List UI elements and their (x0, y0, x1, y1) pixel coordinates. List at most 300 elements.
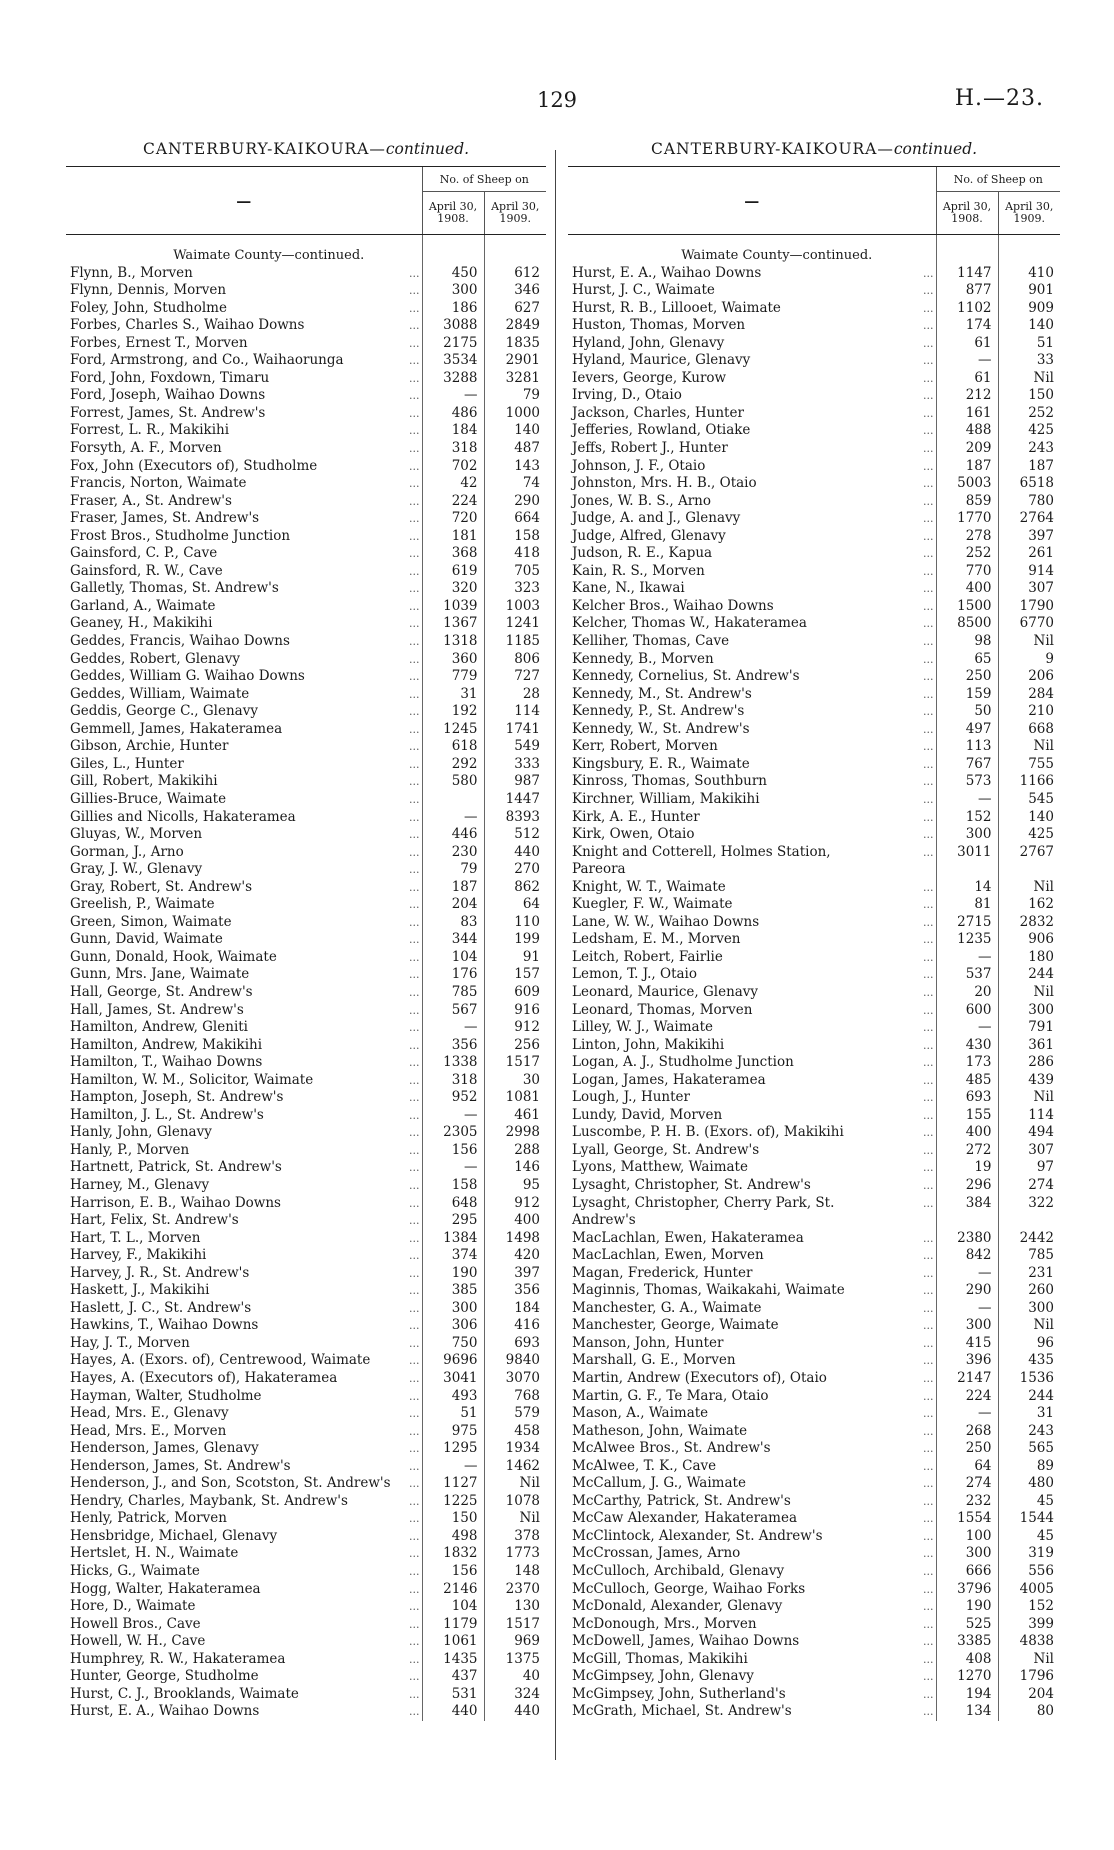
owner-name: Galletly, Thomas, St. Andrew's (70, 580, 279, 597)
table-row (66, 861, 546, 879)
sheep-count-1908: 415 (936, 1335, 998, 1353)
owner-name: Greelish, P., Waimate (70, 896, 215, 913)
sheep-count-1908 (936, 861, 998, 879)
owner-name: Johnston, Mrs. H. B., Otaio (572, 475, 757, 492)
leader-dots: ... (409, 1108, 420, 1122)
sheep-count-1908: 292 (422, 756, 484, 774)
owner-name: Hall, James, St. Andrew's (70, 1001, 244, 1018)
leader-dots: ... (923, 915, 934, 929)
leader-dots: ... (409, 1372, 420, 1385)
sheep-count-1909: 410 (998, 265, 1060, 283)
sheep-count-1908: — (936, 1019, 998, 1037)
sheep-count-1908: 19 (936, 1159, 998, 1177)
owner-name: Lyall, George, St. Andrew's (572, 1141, 760, 1158)
sheep-count-1908: 1295 (422, 1440, 484, 1458)
sheep-count-1909: 307 (998, 580, 1060, 598)
table-row (66, 510, 546, 528)
sheep-count-1908: 3011 (936, 844, 998, 862)
leader-dots: ... (923, 1038, 934, 1052)
leader-dots: ... (923, 1161, 934, 1175)
owner-name: Kingsbury, E. R., Waimate (572, 755, 750, 772)
leader-dots: ... (923, 1512, 934, 1526)
owner-name: Kelliher, Thomas, Cave (572, 633, 730, 650)
owner-name: Matheson, John, Waimate (572, 1422, 748, 1439)
table-row (568, 1142, 1060, 1160)
sheep-count-1909: 512 (484, 826, 546, 844)
table-row (66, 773, 546, 791)
sheep-count-1909: 399 (998, 1616, 1060, 1634)
sheep-count-1909: 916 (484, 1002, 546, 1020)
sheep-count-1908: — (936, 352, 998, 370)
table-row (66, 633, 546, 651)
table-row (568, 721, 1060, 739)
leader-dots: ... (923, 424, 934, 438)
owner-name: Jeffs, Robert J., Hunter (572, 440, 728, 457)
right-name-header: — (568, 167, 936, 235)
sheep-count-1908: 274 (936, 1475, 998, 1493)
table-row (568, 1598, 1060, 1616)
sheep-count-1908: 702 (422, 458, 484, 476)
leader-dots: ... (923, 1126, 934, 1140)
sheep-count-1909: 487 (484, 440, 546, 458)
sheep-count-1909: 284 (998, 686, 1060, 704)
sheep-count-1908: 300 (422, 282, 484, 300)
leader-dots: ... (409, 1073, 420, 1087)
leader-dots: ... (923, 1056, 934, 1070)
owner-name: Garland, A., Waimate (70, 597, 216, 614)
owner-name: Logan, James, Hakateramea (572, 1071, 766, 1088)
table-row (66, 651, 546, 669)
leader-dots: ... (923, 319, 934, 333)
owner-name: Hamilton, J. L., St. Andrew's (70, 1106, 264, 1123)
sheep-count-1909: 323 (484, 580, 546, 598)
sheep-count-1908: 224 (422, 493, 484, 511)
sheep-count-1908: 859 (936, 493, 998, 511)
owner-name: Gunn, Mrs. Jane, Waimate (70, 966, 250, 983)
table-row (66, 738, 546, 756)
leader-dots: ... (923, 740, 934, 754)
sheep-count-1909: 458 (484, 1423, 546, 1441)
table-row (66, 931, 546, 949)
leader-dots: ... (923, 266, 934, 280)
sheep-count-1908: 212 (936, 387, 998, 405)
sheep-count-1909: 1773 (484, 1545, 546, 1563)
owner-name: Jefferies, Rowland, Otiake (572, 422, 751, 439)
sheep-count-1909: Nil (998, 370, 1060, 388)
sheep-count-1908: 344 (422, 931, 484, 949)
sheep-count-1908: 3041 (422, 1370, 484, 1388)
table-row (66, 949, 546, 967)
owner-name: Kinross, Thomas, Southburn (572, 773, 767, 790)
table-row (568, 458, 1060, 476)
leader-dots: ... (409, 757, 420, 771)
leader-dots: ... (409, 635, 420, 649)
sheep-count-1908: 1770 (936, 510, 998, 528)
sheep-count-1908: 720 (422, 510, 484, 528)
sheep-count-1909: 1796 (998, 1668, 1060, 1686)
sheep-count-1909: 1536 (998, 1370, 1060, 1388)
owner-name: Ford, John, Foxdown, Timaru (70, 369, 270, 386)
leader-dots: ... (409, 547, 420, 561)
sheep-count-1909: 130 (484, 1598, 546, 1616)
leader-dots: ... (923, 1670, 934, 1684)
sheep-count-1909: 89 (998, 1458, 1060, 1476)
owner-name: Manchester, George, Waimate (572, 1317, 779, 1334)
leader-dots: ... (409, 985, 420, 999)
sheep-count-1908: 300 (422, 1300, 484, 1318)
leader-dots: ... (923, 968, 934, 982)
owner-name: Forbes, Charles S., Waihao Downs (70, 317, 305, 334)
leader-dots: ... (923, 1108, 934, 1122)
sheep-count-1908: — (422, 1019, 484, 1037)
leader-dots: ... (923, 845, 934, 859)
sheep-count-1908: 98 (936, 633, 998, 651)
owner-name: Forsyth, A. F., Morven (70, 440, 222, 457)
left-title-continued: continued. (385, 140, 470, 158)
table-row (66, 914, 546, 932)
owner-name: Gibson, Archie, Hunter (70, 738, 229, 755)
owner-name: McGrath, Michael, St. Andrew's (572, 1703, 792, 1720)
owner-name: MacLachlan, Ewen, Hakateramea (572, 1229, 804, 1246)
sheep-count-1909: 64 (484, 896, 546, 914)
table-row (568, 773, 1060, 791)
owner-name: Knight and Cotterell, Holmes Station, (572, 843, 831, 860)
leader-dots: ... (923, 564, 934, 578)
sheep-count-1909: 435 (998, 1352, 1060, 1370)
owner-name: Lundy, David, Morven (572, 1106, 723, 1123)
owner-name: Hendry, Charles, Maybank, St. Andrew's (70, 1492, 348, 1509)
leader-dots: ... (409, 810, 420, 824)
owner-name: Pareora (572, 861, 626, 878)
left-column-title (66, 140, 546, 166)
owner-name: Hertslet, H. N., Waimate (70, 1545, 239, 1562)
owner-name: Fraser, A., St. Andrew's (70, 492, 232, 509)
sheep-count-1909: 439 (998, 1072, 1060, 1090)
owner-name: Knight, W. T., Waimate (572, 878, 726, 895)
sheep-count-1908: 156 (422, 1142, 484, 1160)
sheep-count-1909: 110 (484, 914, 546, 932)
leader-dots: ... (409, 1670, 420, 1684)
table-row (66, 580, 546, 598)
table-row (568, 703, 1060, 721)
owner-name: Lemon, T. J., Otaio (572, 966, 697, 983)
owner-name: Judge, A. and J., Glenavy (572, 510, 741, 527)
sheep-count-1909: 256 (484, 1037, 546, 1055)
leader-dots: ... (923, 494, 934, 508)
table-row (568, 1317, 1060, 1335)
table-row (66, 984, 546, 1002)
leader-dots: ... (923, 1442, 934, 1456)
leader-dots: ... (923, 1687, 934, 1701)
leader-dots: ... (923, 985, 934, 999)
sheep-count-1909: 780 (998, 493, 1060, 511)
table-row (66, 1616, 546, 1634)
sheep-count-1908: 250 (936, 1440, 998, 1458)
left-column (66, 140, 546, 1721)
sheep-count-1909: 260 (998, 1282, 1060, 1300)
leader-dots: ... (409, 950, 420, 964)
sheep-count-1909: 33 (998, 352, 1060, 370)
owner-name: Gill, Robert, Makikihi (70, 773, 218, 790)
owner-name: Green, Simon, Waimate (70, 913, 232, 930)
sheep-count-1909: 1375 (484, 1651, 546, 1669)
leader-dots: ... (923, 705, 934, 719)
sheep-count-1908: 1270 (936, 1668, 998, 1686)
table-row (568, 1528, 1060, 1546)
owner-name: Geddes, Francis, Waihao Downs (70, 633, 290, 650)
sheep-count-1908: — (422, 387, 484, 405)
sheep-count-1909: 1741 (484, 721, 546, 739)
sheep-count-1909: 79 (484, 387, 546, 405)
leader-dots: ... (923, 1617, 934, 1631)
owner-name: Henderson, James, St. Andrew's (70, 1457, 291, 1474)
owner-name: Hanly, P., Morven (70, 1141, 190, 1158)
table-row (66, 265, 546, 283)
owner-name: Kennedy, Cornelius, St. Andrew's (572, 668, 800, 685)
sheep-count-1908: 384 (936, 1195, 998, 1213)
table-row (568, 844, 1060, 862)
leader-dots: ... (409, 687, 420, 701)
owner-name: McDowell, James, Waihao Downs (572, 1633, 800, 1650)
sheep-count-1909: 461 (484, 1107, 546, 1125)
leader-dots: ... (923, 1459, 934, 1473)
sheep-count-1908: 100 (936, 1528, 998, 1546)
leader-dots: ... (409, 775, 420, 789)
table-row (66, 387, 546, 405)
leader-dots: ... (409, 1407, 420, 1421)
sheep-count-1908: 600 (936, 1002, 998, 1020)
owner-name: Hyland, Maurice, Glenavy (572, 352, 751, 369)
leader-dots: ... (923, 1319, 934, 1333)
sheep-count-1909: 1081 (484, 1089, 546, 1107)
right-section-heading: Waimate County—continued. (681, 248, 873, 263)
sheep-count-1908: 400 (936, 580, 998, 598)
sheep-count-1909: 30 (484, 1072, 546, 1090)
sheep-count-1909: 2767 (998, 844, 1060, 862)
table-row (66, 598, 546, 616)
table-row (66, 896, 546, 914)
table-row (568, 510, 1060, 528)
sheep-count-1908: — (422, 1107, 484, 1125)
sheep-count-1909: 307 (998, 1142, 1060, 1160)
leader-dots: ... (923, 810, 934, 824)
table-row (568, 1423, 1060, 1441)
leader-dots: ... (409, 617, 420, 631)
table-row (66, 282, 546, 300)
leader-dots: ... (409, 459, 420, 473)
sheep-count-1908: 437 (422, 1668, 484, 1686)
leader-dots: ... (923, 284, 934, 298)
sheep-count-1909: 286 (998, 1054, 1060, 1072)
sheep-count-1909: 95 (484, 1177, 546, 1195)
table-row (66, 1054, 546, 1072)
leader-dots: ... (923, 512, 934, 526)
table-row (568, 1124, 1060, 1142)
left-sheep-table (66, 166, 546, 1721)
sheep-count-1909: 609 (484, 984, 546, 1002)
sheep-count-1908: 272 (936, 1142, 998, 1160)
table-row (568, 598, 1060, 616)
owner-name: Hurst, R. B., Lillooet, Waimate (572, 299, 781, 316)
table-row (568, 265, 1060, 283)
sheep-count-1908: 61 (936, 370, 998, 388)
sheep-count-1908: 750 (422, 1335, 484, 1353)
sheep-count-1909 (998, 861, 1060, 879)
sheep-count-1909: 1241 (484, 615, 546, 633)
sheep-count-1908: 295 (422, 1212, 484, 1230)
table-row (568, 615, 1060, 633)
sheep-count-1908: 1235 (936, 931, 998, 949)
leader-dots: ... (923, 1652, 934, 1666)
owner-name: Henly, Patrick, Morven (70, 1510, 227, 1527)
sheep-count-1909: 346 (484, 282, 546, 300)
table-row (568, 914, 1060, 932)
sheep-count-1909: 2442 (998, 1230, 1060, 1248)
owner-name: Geddis, George C., Glenavy (70, 703, 258, 720)
table-row (66, 809, 546, 827)
owner-name: Hamilton, Andrew, Gleniti (70, 1019, 248, 1036)
owner-name: McCarthy, Patrick, St. Andrew's (572, 1492, 791, 1509)
sheep-count-1909: 80 (998, 1703, 1060, 1721)
sheep-count-1908: 2380 (936, 1230, 998, 1248)
owner-name: Hicks, G., Waimate (70, 1563, 200, 1580)
sheep-count-1908: 65 (936, 651, 998, 669)
owner-name: Geddes, William, Waimate (70, 685, 250, 702)
sheep-count-1908: 300 (936, 1545, 998, 1563)
owner-name: Hart, Felix, St. Andrew's (70, 1212, 239, 1229)
table-row (568, 879, 1060, 897)
sheep-count-1909: 668 (998, 721, 1060, 739)
sheep-count-1908: — (936, 949, 998, 967)
sheep-count-1908: 187 (422, 879, 484, 897)
owner-name: Hampton, Joseph, St. Andrew's (70, 1089, 284, 1106)
table-row (66, 1177, 546, 1195)
sheep-count-1908: 192 (422, 703, 484, 721)
owner-name: Francis, Norton, Waimate (70, 475, 247, 492)
sheep-count-1908: 648 (422, 1195, 484, 1213)
sheep-count-1909: 906 (998, 931, 1060, 949)
table-row (568, 1581, 1060, 1599)
right-sheep-header: No. of Sheep on (936, 167, 1060, 192)
leader-dots: ... (923, 1389, 934, 1403)
leader-dots: ... (409, 406, 420, 420)
leader-dots: ... (409, 1091, 420, 1105)
sheep-count-1908: 300 (936, 1317, 998, 1335)
owner-name: Lilley, W. J., Waimate (572, 1019, 713, 1036)
owner-name: Gorman, J., Arno (70, 843, 184, 860)
sheep-count-1908: 408 (936, 1651, 998, 1669)
owner-name: Henderson, James, Glenavy (70, 1440, 259, 1457)
owner-name: Hyland, John, Glenavy (572, 334, 725, 351)
owner-name: Manson, John, Hunter (572, 1334, 724, 1351)
sheep-count-1908: 368 (422, 545, 484, 563)
sheep-count-1908: 1832 (422, 1545, 484, 1563)
owner-name: Jackson, Charles, Hunter (572, 404, 744, 421)
owner-name: Frost Bros., Studholme Junction (70, 527, 291, 544)
sheep-count-1908: 176 (422, 966, 484, 984)
sheep-count-1909: 210 (998, 703, 1060, 721)
leader-dots: ... (409, 1143, 420, 1157)
sheep-count-1908: 156 (422, 1563, 484, 1581)
owner-name: Lane, W. W., Waihao Downs (572, 913, 760, 930)
leader-dots: ... (409, 1301, 420, 1315)
leader-dots: ... (409, 1266, 420, 1280)
owner-name: Gainsford, C. P., Cave (70, 545, 218, 562)
table-row (66, 686, 546, 704)
leader-dots: ... (409, 319, 420, 333)
table-row (66, 1195, 546, 1213)
table-row (568, 493, 1060, 511)
owner-name: Jones, W. B. S., Arno (572, 492, 712, 509)
owner-name: Gluyas, W., Morven (70, 826, 203, 843)
owner-name: Johnson, J. F., Otaio (572, 457, 706, 474)
table-row (568, 1668, 1060, 1686)
sheep-count-1908: 531 (422, 1686, 484, 1704)
sheep-count-1908: 152 (936, 809, 998, 827)
leader-dots: ... (409, 968, 420, 982)
leader-dots: ... (923, 1477, 934, 1491)
table-row (568, 1002, 1060, 1020)
owner-name: McClintock, Alexander, St. Andrew's (572, 1527, 823, 1544)
sheep-count-1909: 199 (484, 931, 546, 949)
sheep-count-1908: — (422, 1458, 484, 1476)
table-row (66, 1405, 546, 1423)
sheep-count-1908: — (422, 809, 484, 827)
sheep-count-1909: 158 (484, 528, 546, 546)
sheep-count-1908: 306 (422, 1317, 484, 1335)
leader-dots: ... (409, 863, 420, 877)
leader-dots: ... (923, 1284, 934, 1298)
table-row (568, 475, 1060, 493)
sheep-count-1909: 319 (998, 1545, 1060, 1563)
sheep-count-1908: 83 (422, 914, 484, 932)
leader-dots: ... (923, 1705, 934, 1719)
sheep-count-1909: 785 (998, 1247, 1060, 1265)
sheep-count-1908: 51 (422, 1405, 484, 1423)
leader-dots: ... (923, 477, 934, 491)
sheep-count-1909: Nil (484, 1475, 546, 1493)
leader-dots: ... (409, 1705, 420, 1719)
sheep-count-1909: 300 (998, 1002, 1060, 1020)
sheep-count-1908: 1225 (422, 1493, 484, 1511)
owner-name: Gillies and Nicolls, Hakateramea (70, 808, 296, 825)
leader-dots: ... (409, 722, 420, 736)
table-row (66, 528, 546, 546)
table-row (568, 1510, 1060, 1528)
sheep-count-1909: 901 (998, 282, 1060, 300)
sheep-count-1908: 1061 (422, 1633, 484, 1651)
sheep-count-1908: 204 (422, 896, 484, 914)
sheep-count-1908: 488 (936, 422, 998, 440)
sheep-count-1908: 61 (936, 335, 998, 353)
sheep-count-1908: 430 (936, 1037, 998, 1055)
column-divider (555, 150, 556, 1760)
sheep-count-1909: 270 (484, 861, 546, 879)
table-row (66, 615, 546, 633)
sheep-count-1908: 173 (936, 1054, 998, 1072)
sheep-count-1908: 567 (422, 1002, 484, 1020)
sheep-count-1909: Nil (484, 1510, 546, 1528)
sheep-count-1909: 322 (998, 1195, 1060, 1213)
table-row (568, 1072, 1060, 1090)
sheep-count-1909: 91 (484, 949, 546, 967)
sheep-count-1908: 2146 (422, 1581, 484, 1599)
owner-name: Hensbridge, Michael, Glenavy (70, 1527, 278, 1544)
sheep-count-1908: 785 (422, 984, 484, 1002)
sheep-count-1908: 155 (936, 1107, 998, 1125)
table-row (66, 756, 546, 774)
sheep-count-1908: 318 (422, 1072, 484, 1090)
